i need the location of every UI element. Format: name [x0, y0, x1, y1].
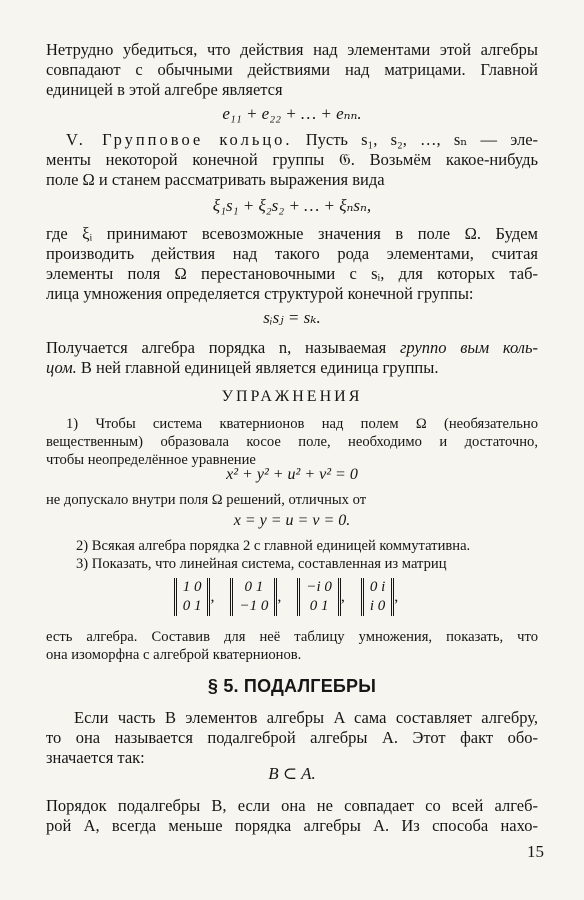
matrix-cell-row: −i 0: [306, 579, 332, 595]
exercise-line: 2) Всякая алгебра порядка 2 с главной единицей коммутативна.: [76, 538, 471, 554]
text-line: поле Ω и станем рассматривать выражения вида: [46, 170, 385, 189]
formula-quaternion-equation: x² + y² + u² + v² = 0: [226, 466, 358, 483]
text-line: Если часть B элементов алгебры A сама составляет алгебру,: [74, 708, 538, 727]
text-line: где ξᵢ принимают всевозможные значения в поле Ω. Будем: [46, 224, 538, 243]
exercise-line: 3) Показать, что линейная система, составленная из матриц: [76, 556, 447, 572]
matrix-cell-row: −1 0: [239, 598, 269, 614]
formula-group-product: sᵢsⱼ = sₖ.: [263, 308, 321, 327]
exercise-line: она изоморфна с алгеброй кватернионов.: [46, 647, 302, 663]
paragraph-line: [46, 338, 538, 358]
section-heading: § 5. ПОДАЛГЕБРЫ: [207, 676, 377, 696]
text-line: менты некоторой конечной группы 𝔊. Возьмём какое-нибудь: [46, 150, 538, 169]
text-line: единицей в этой алгебре является: [46, 80, 283, 99]
matrix: [361, 578, 394, 616]
formula-zero-solution: x = y = u = v = 0.: [233, 512, 351, 529]
matrix-cell-row: 0 1: [244, 579, 264, 595]
group-ring-title: V. Групповое кольцо.: [66, 130, 293, 149]
matrix-cell-row: 1 0: [182, 579, 202, 595]
paragraph-line: [66, 130, 538, 150]
page-number: 15: [527, 842, 544, 861]
formula-group-sum: ξ₁s₁ + ξ₂s₂ + … + ξₙsₙ,: [212, 196, 372, 215]
text-line: элементы поля Ω перестановочными с sᵢ, для которых таб-: [46, 264, 538, 283]
matrix: [230, 578, 277, 616]
formula-subalgebra: B ⊂ A.: [268, 764, 316, 783]
matrix-cell-row: i 0: [369, 598, 386, 614]
text-line: лица умножения определяется структурой конечной группы:: [46, 284, 474, 303]
exercise-line: 1) Чтобы система кватернионов над полем Ω (необязательно: [66, 416, 538, 432]
matrix-cell-row: 0 1: [309, 598, 329, 614]
text-line: то она называется подалгеброй алгебры A. Этот факт обо-: [46, 728, 538, 747]
emphasis-term: группо вым коль-: [399, 338, 538, 357]
exercise-line: вещественным) образовала косое поле, необходимо и достаточно,: [46, 434, 538, 450]
text-line: значается так:: [46, 748, 145, 767]
text-line: рой A, всегда меньше порядка алгебры A. Из способа нахо-: [46, 816, 538, 835]
matrix-cell-row: 0 i: [369, 579, 386, 595]
text-fragment: Пусть s₁, s₂, …, sₙ — эле-: [305, 130, 539, 149]
exercise-line: чтобы неопределённое уравнение: [46, 452, 256, 468]
exercise-line: не допускало внутри поля Ω решений, отличных от: [46, 492, 367, 508]
text-line: Порядок подалгебры B, если она не совпадает со всей алгеб-: [46, 796, 538, 815]
text-line: производить действия над такого рода элементами, считая: [46, 244, 538, 263]
text-fragment: Получается алгебра порядка n, называемая: [46, 338, 387, 357]
matrix-row: 1 0 0 1 , 0 1 −1 0 , −i 0 0 1 , 0 i i 0 ,: [0, 578, 584, 616]
emphasis-term: цом.: [46, 358, 77, 377]
text-line: Нетрудно убедиться, что действия над элементами этой алгебры: [46, 40, 538, 59]
paragraph-line: [46, 358, 438, 378]
matrix: [174, 578, 211, 616]
formula-unit-sum: e₁₁ + e₂₂ + … + eₙₙ.: [222, 104, 362, 123]
text-line: совпадают с обычными действиями над матрицами. Главной: [46, 60, 538, 79]
text-fragment: В ней главной единицей является единица группы.: [80, 358, 439, 377]
matrix-cell-row: 0 1: [182, 598, 202, 614]
exercise-line: есть алгебра. Составив для неё таблицу умножения, показать, что: [46, 629, 538, 645]
exercises-heading: УПРАЖНЕНИЯ: [221, 388, 363, 405]
matrix: [297, 578, 341, 616]
